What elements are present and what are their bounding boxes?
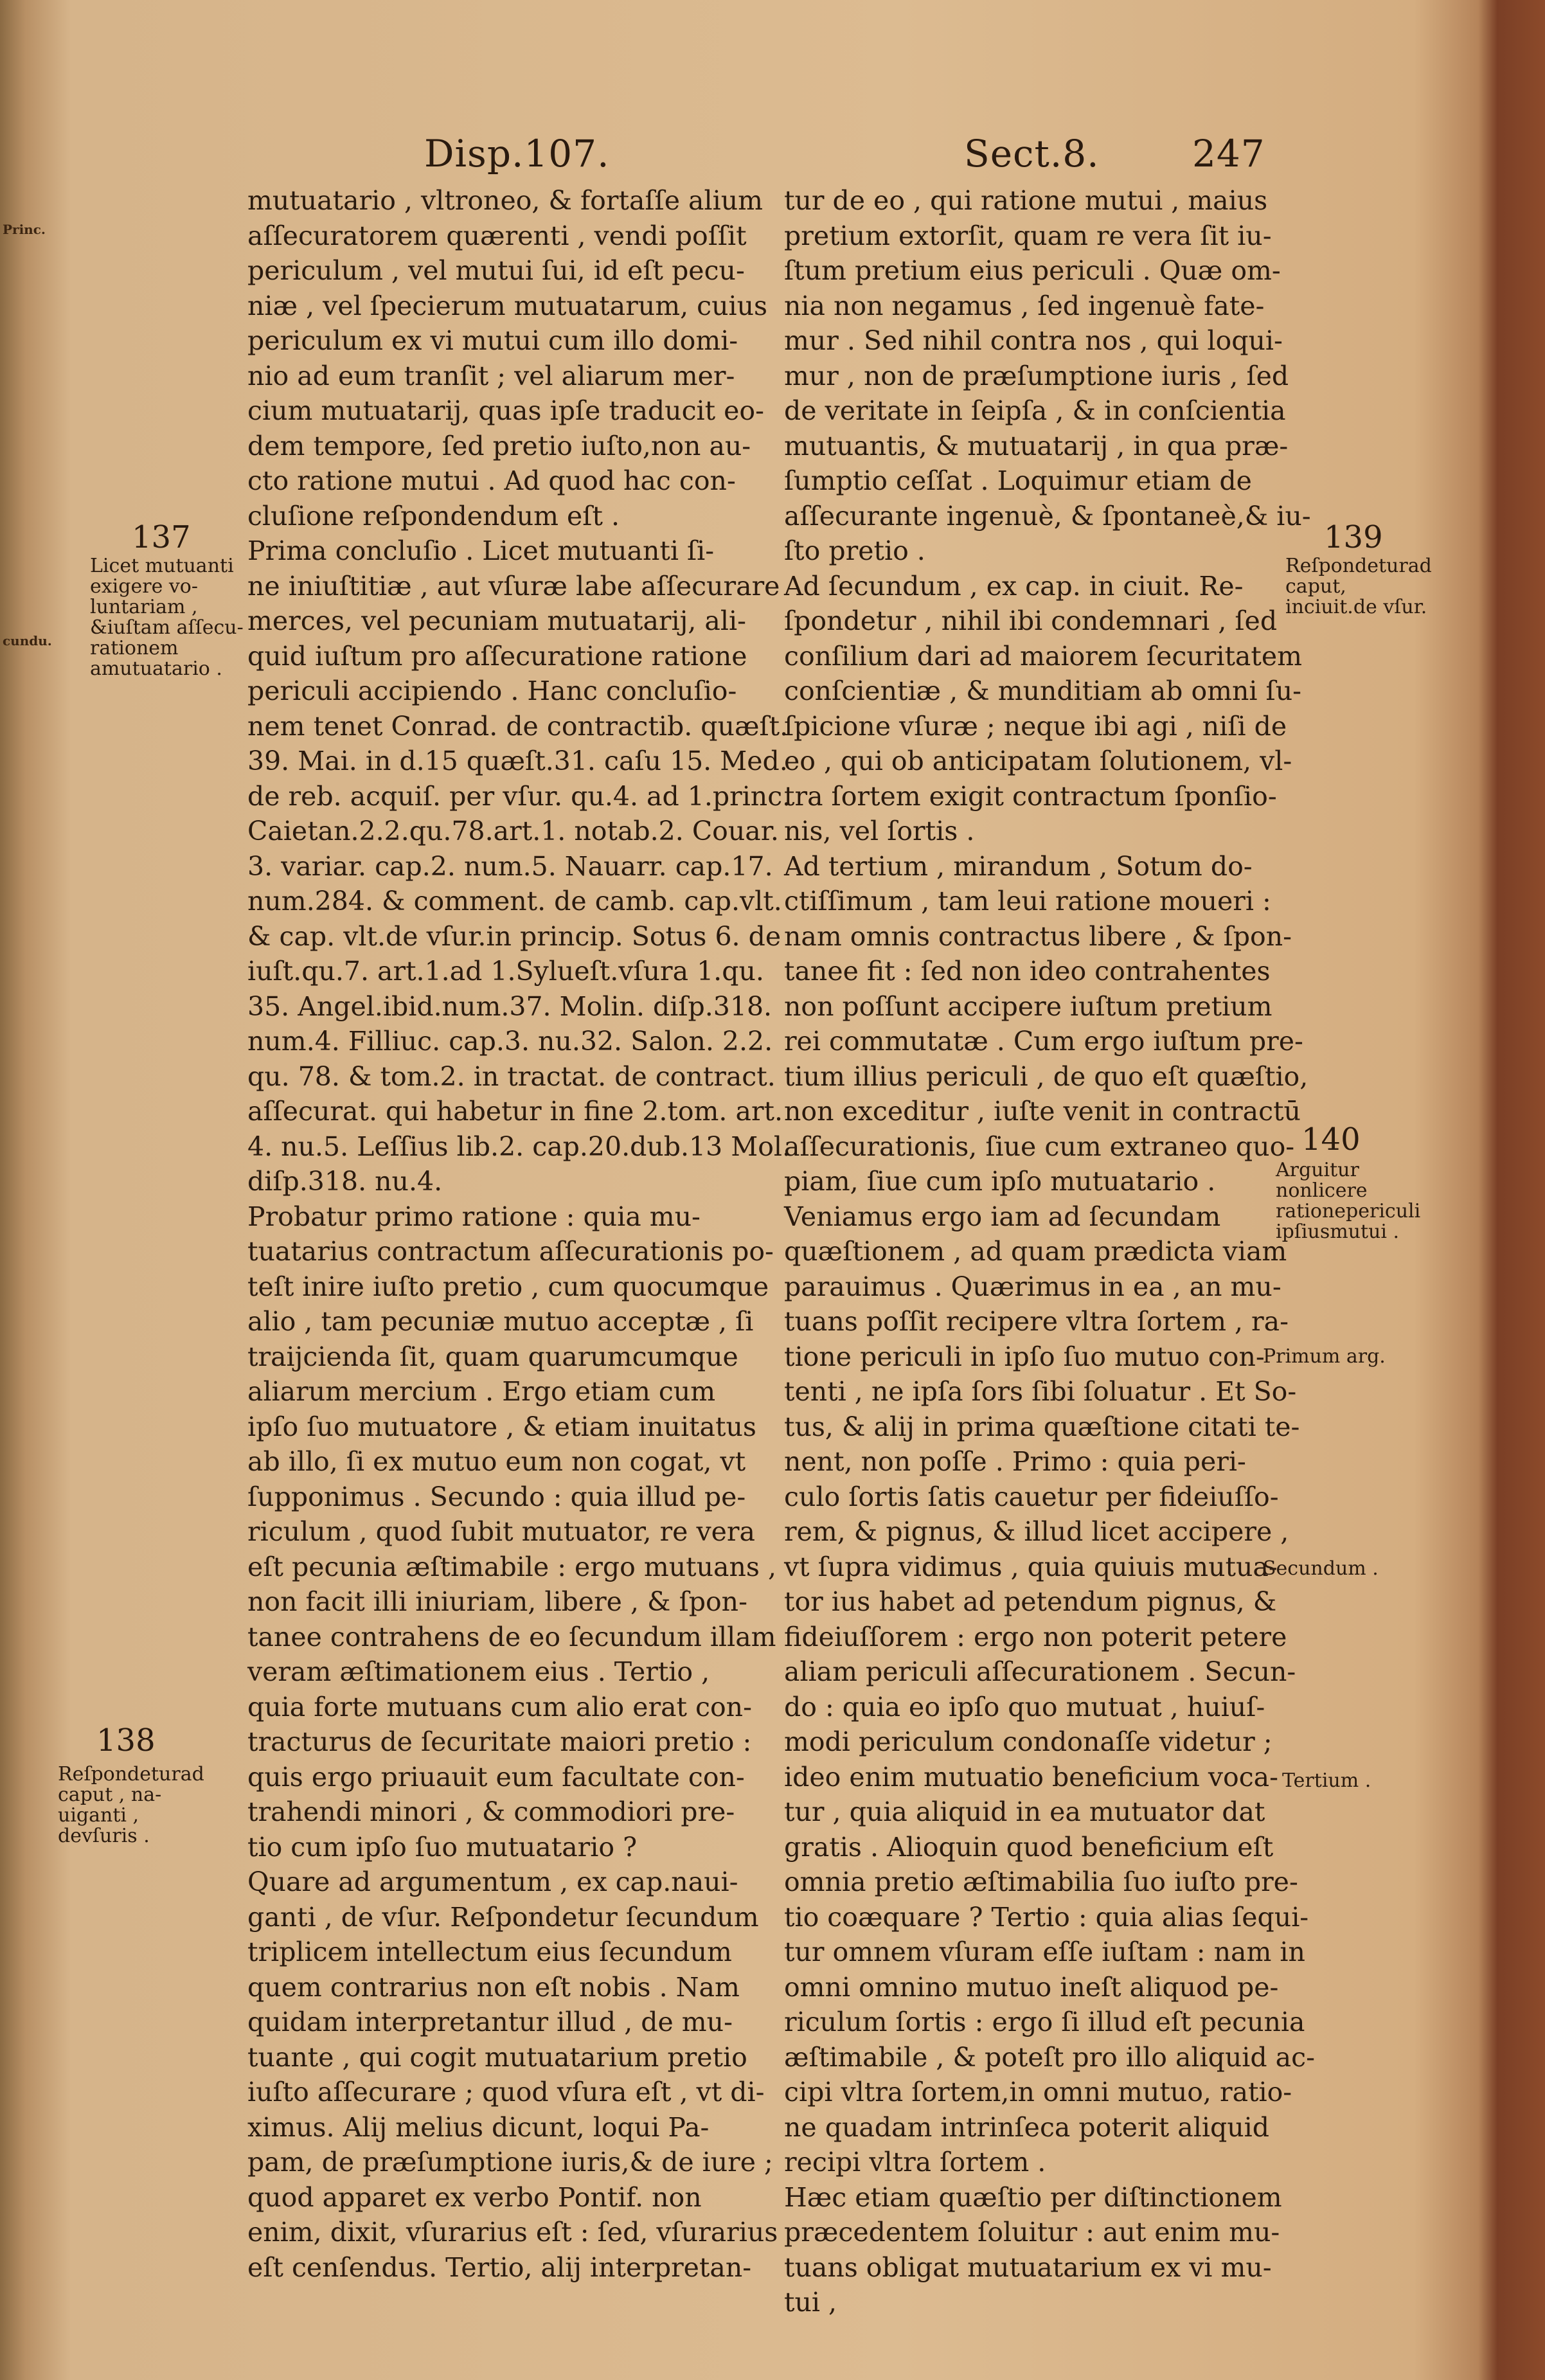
text-line: recipi vltra ſortem . xyxy=(784,2147,1046,2178)
text-line: ſpicione vſuræ ; neque ibi agi , niſi de xyxy=(784,710,1287,742)
text-line: ad caput, in xyxy=(1285,555,1432,618)
margin-note-138 xyxy=(58,1763,204,1847)
text-line: parauimus . Quærimus in ea , an mu- xyxy=(784,1271,1282,1302)
text-line: do : quia eo ipſo quo mutuat , huiuſ- xyxy=(784,1691,1265,1722)
text-line: Probatur primo ratione : quia mu- xyxy=(247,1201,701,1232)
text-line: cluſione reſpondendum eſt . xyxy=(247,500,620,532)
text-line: cipi vltra ſortem,in omni mutuo, ratio- xyxy=(784,2077,1292,2107)
paragraph-number-138: 138 xyxy=(96,1722,156,1758)
text-line: uiganti , de xyxy=(58,1804,139,1847)
text-line: mur . Sed nihil contra nos , qui loqui- xyxy=(784,325,1283,356)
text-line: tor ius habet ad petendum pignus, & xyxy=(784,1586,1277,1617)
text-line: culo ſortis ſatis cauetur per fideiuſſo- xyxy=(784,1481,1279,1512)
text-line: non poſſunt accipere iuſtum pretium xyxy=(784,990,1273,1022)
text-line: quis ergo priuauit eum facultate con- xyxy=(247,1761,745,1793)
text-line: conſilium dari ad maiorem ſecuritatem xyxy=(784,640,1302,672)
text-line: gratis . Alioquin quod beneficium eſt xyxy=(784,1831,1274,1863)
text-line: ctо ratione mutui . Ad quod hac con- xyxy=(247,465,736,496)
text-line: & cap. vlt.de vſur.in princip. Sotus 6. de xyxy=(247,920,781,952)
text-line: omni omnino mutuo ineſt aliquod pe- xyxy=(784,1971,1279,2003)
text-line: merces, vel pecuniam mutuatarij, ali- xyxy=(247,605,746,636)
paragraph-number-139: 139 xyxy=(1324,519,1383,555)
text-line: quem contrarius non eſt nobis . Nam xyxy=(247,1971,740,2003)
margin-note-139 xyxy=(1285,556,1433,618)
margin-note-140 xyxy=(1276,1160,1430,1242)
text-line: 3. variar. cap.2. num.5. Nauarr. cap.17. xyxy=(247,850,773,882)
text-line: omnia pretio æſtimabilia ſuo iuſto pre- xyxy=(784,1866,1298,1897)
text-line: tanee contrahens de eo ſecundum illam xyxy=(247,1621,776,1652)
text-line: iuſto aſſecurare ; quod vſura eſt , vt di- xyxy=(247,2077,765,2107)
text-line: Arguitur non xyxy=(1276,1159,1359,1202)
text-line: ſto pretio . xyxy=(784,535,925,566)
text-line: conſcientiæ , & munditiam ab omni ſu- xyxy=(784,676,1301,706)
text-line: tra ſortem exigit contractum ſponſio- xyxy=(784,780,1277,812)
text-line: num.4. Filliuc. cap.3. nu.32. Salon. 2.2. xyxy=(247,1026,773,1057)
text-line: ne quadam intrinſeca poterit aliquid xyxy=(784,2111,1269,2143)
gutter-fragment: cundu. xyxy=(3,633,52,649)
text-line: cium mutuatarij, quas ipſe traducit eo- xyxy=(247,395,764,426)
text-line: ſupponimus . Secundo : quia illud pe- xyxy=(247,1481,746,1512)
paragraph-number-137: 137 xyxy=(132,519,191,555)
running-header xyxy=(0,132,1545,183)
text-line: 4. nu.5. Leſſius lib.2. cap.20.dub.13 Mol. xyxy=(247,1131,791,1162)
text-line: tuatarius contractum aſſecurationis po- xyxy=(247,1236,774,1267)
text-line: nio ad eum tranſit ; vel aliarum mer- xyxy=(247,360,735,391)
text-line: num.284. & comment. de camb. cap.vlt. xyxy=(247,886,782,917)
text-line: tus, & alij in prima quæſtione citati te- xyxy=(784,1411,1300,1442)
header-disputation: Disp.107. xyxy=(424,132,610,175)
margin-note-secundum: Secundum . xyxy=(1263,1557,1379,1580)
text-line: eſt pecunia æſtimabile : ergo mutuans , xyxy=(247,1551,777,1582)
right-text-column xyxy=(784,183,1315,2320)
text-line: nis, vel ſortis . xyxy=(784,816,975,846)
text-line: ctiſſimum , tam leui ratione moueri : xyxy=(784,886,1271,917)
text-line: periculum ex vi mutui cum illo domi- xyxy=(247,325,738,356)
text-line: iuſt.qu.7. art.1.ad 1.Syluеſt.vſura 1.qu. xyxy=(247,956,764,987)
text-line: periculi ipſius xyxy=(1276,1200,1421,1243)
text-line: veram æſtimationem eius . Tertio , xyxy=(247,1656,710,1687)
text-line: Ad ſecundum , ex cap. in ciuit. Re- xyxy=(784,570,1244,602)
text-line: nam omnis contractus libere , & ſpon- xyxy=(784,920,1292,952)
text-line: ciuit.de vſur. xyxy=(1303,596,1427,618)
text-line: aſſecuratorem quærenti , vendi poſſit xyxy=(247,220,747,251)
text-line: tuans poſſit recipere vltra ſortem , ra- xyxy=(784,1306,1289,1337)
text-line: tracturus de ſecuritate maiori pretio : xyxy=(247,1726,752,1757)
text-line: vt ſupra vidimus , quia quiuis mutua- xyxy=(784,1551,1278,1582)
text-line: tur de eo , qui ratione mutui , maius xyxy=(784,185,1268,216)
text-line: ti exigere vo- xyxy=(90,555,234,598)
text-line: tur , quia aliquid in ea mutuator dat xyxy=(784,1796,1265,1827)
text-line: Quare ad argumentum , ex cap.naui- xyxy=(247,1866,738,1897)
text-line: aſſecurationis, ſiue cum extraneo quo- xyxy=(784,1131,1295,1162)
text-line: nem tenet Conrad. de contractib. quæſt. xyxy=(247,710,789,742)
text-line: tio cum ipſo ſuo mutuatario ? xyxy=(247,1831,638,1863)
margin-note-tertium: Tertium . xyxy=(1282,1769,1371,1792)
text-line: ganti , de vſur. Reſpondetur ſecundum xyxy=(247,1901,759,1933)
text-line: nia non negamus , ſed ingenuè fate- xyxy=(784,290,1265,321)
text-line: 39. Mai. in d.15 quæſt.31. caſu 15. Med. xyxy=(247,746,788,776)
text-line: tanee fit : ſed non ideo contrahentes xyxy=(784,956,1271,987)
text-line: quia forte mutuans cum alio erat con- xyxy=(247,1691,752,1722)
text-line: Reſpondetur xyxy=(1285,555,1408,577)
text-line: quid iuſtum pro aſſecuratione ratione xyxy=(247,640,747,672)
text-line: aliarum mercium . Ergo etiam cum xyxy=(247,1376,716,1407)
text-line: pretium extorſit, quam re vera ſit iu- xyxy=(784,220,1272,251)
text-line: teſt inire iuſto pretio , cum quocumque xyxy=(247,1271,769,1302)
text-line: enim, dixit, vſurarius eſt : ſed, vſurarius xyxy=(247,2217,778,2248)
text-line: eſt cenſendus. Tertio, alij interpretan- xyxy=(247,2251,752,2283)
text-line: tui , xyxy=(784,2287,837,2318)
text-line: ab illo, ſi ex mutuo eum non cogat, vt xyxy=(247,1446,746,1477)
text-line: Caietan.2.2.qu.78.art.1. notab.2. Couar. xyxy=(247,816,779,846)
left-text-column xyxy=(247,183,791,2285)
text-line: luntariam , & xyxy=(90,596,198,639)
text-line: præcedentem ſoluitur : aut enim mu- xyxy=(784,2217,1280,2248)
margin-note-137 xyxy=(90,556,244,679)
text-line: tuans obligat mutuatarium ex vi mu- xyxy=(784,2251,1272,2283)
text-line: Veniamus ergo iam ad ſecundam xyxy=(784,1201,1221,1232)
page-number: 247 xyxy=(1192,132,1265,175)
text-line: quæſtionem , ad quam prædicta viam xyxy=(784,1236,1287,1267)
text-line: periculum , vel mutui ſui, id eſt pecu- xyxy=(247,255,745,286)
text-line: tuante , qui cogit mutuatarium pretio xyxy=(247,2041,747,2073)
text-line: dem tempore, ſed pretio iuſto,non au- xyxy=(247,430,751,461)
text-line: triplicem intellectum eius ſecundum xyxy=(247,1937,732,1967)
text-line: ad caput , na- xyxy=(58,1763,204,1806)
text-line: licere ratione xyxy=(1276,1179,1368,1222)
text-line: piam, ſiue cum ipſo mutuatario . xyxy=(784,1166,1216,1197)
text-line: tium illius periculi , de quo eſt quæſtio, xyxy=(784,1060,1308,1092)
text-line: ipſo ſuo mutuatore , & etiam inuitatus xyxy=(247,1411,756,1442)
text-line: Reſpondetur xyxy=(58,1763,181,1785)
text-line: nent, non poſſe . Primo : quia peri- xyxy=(784,1446,1246,1477)
text-line: modi periculum condonaſſe videtur ; xyxy=(784,1726,1273,1757)
text-line: diſp.318. nu.4. xyxy=(247,1166,443,1197)
text-line: mutuatario , vltroneo, & fortaſſe alium xyxy=(247,185,763,216)
text-line: qu. 78. & tom.2. in tractat. de contract. xyxy=(247,1060,776,1092)
text-line: de veritate in ſeipſa , & in conſcientia xyxy=(784,395,1286,426)
text-line: traijcienda ſit, quam quarumcumque xyxy=(247,1341,738,1372)
text-line: rationem a xyxy=(90,637,179,680)
text-line: quidam interpretantur illud , de mu- xyxy=(247,2007,733,2037)
text-line: alio , tam pecuniæ mutuo acceptæ , ſi xyxy=(247,1306,754,1337)
text-line: vſuris . xyxy=(81,1825,150,1847)
text-line: non facit illi iniuriam, libere , & ſpon- xyxy=(247,1586,747,1617)
text-line: 35. Angel.ibid.num.37. Molin. diſp.318. xyxy=(247,990,772,1022)
text-line: aſſecurante ingenuè, & ſpontaneè,& iu- xyxy=(784,500,1311,532)
gutter-fragment: Princ. xyxy=(3,222,46,237)
text-line: non exceditur , iuſte venit in contractū xyxy=(784,1096,1301,1127)
text-line: mutuatario . xyxy=(101,658,222,680)
text-line: tione periculi in ipſo ſuo mutuo con- xyxy=(784,1341,1265,1372)
text-line: æſtimabile , & poteſt pro illo aliquid ac- xyxy=(784,2041,1315,2073)
text-line: eo , qui ob anticipatam ſolutionem, vl- xyxy=(784,746,1292,776)
text-line: ſumptio ceſſat . Loquimur etiam de xyxy=(784,465,1252,496)
text-line: pam, de præſumptione iuris,& de iure ; xyxy=(247,2147,773,2178)
text-line: periculi accipiendo . Hanc concluſio- xyxy=(247,676,737,706)
text-line: ideo enim mutuatio beneficium voca- xyxy=(784,1761,1278,1793)
text-line: ne iniuſtitiæ , aut vſuræ labe aſſecurare xyxy=(247,570,780,602)
text-line: de reb. acquiſ. per vſur. qu.4. ad 1.princ. xyxy=(247,780,791,812)
text-line: riculum , quod ſubit mutuator, re vera xyxy=(247,1516,755,1547)
text-line: ſpondetur , nihil ibi condemnari , ſed xyxy=(784,605,1278,636)
text-line: rei commutatæ . Cum ergo iuſtum pre- xyxy=(784,1026,1303,1057)
text-line: rem, & pignus, & illud licet accipere , xyxy=(784,1516,1289,1547)
text-line: ximus. Alij melius dicunt, loqui Pa- xyxy=(247,2111,710,2143)
text-line: mur , non de præſumptione iuris , ſed xyxy=(784,360,1289,391)
paragraph-number-140: 140 xyxy=(1301,1122,1361,1158)
text-line: ſtum pretium eius periculi . Quæ om- xyxy=(784,255,1281,286)
text-line: Prima concluſio . Licet mutuanti ſi- xyxy=(247,535,715,566)
text-line: Hæc etiam quæſtio per diſtinctionem xyxy=(784,2181,1282,2213)
text-line: Ad tertium , mirandum , Sotum do- xyxy=(784,850,1253,882)
text-line: fideiuſſorem : ergo non poterit petere xyxy=(784,1621,1287,1652)
text-line: aliam periculi aſſecurationem . Secun- xyxy=(784,1656,1296,1687)
text-line: niæ , vel ſpecierum mutuatarum, cuius xyxy=(247,290,768,321)
text-line: iuſtam aſſecu- xyxy=(107,616,244,639)
text-line: tur omnem vſuram eſſe iuſtam : nam in xyxy=(784,1937,1305,1967)
header-section: Sect.8. xyxy=(964,132,1100,175)
text-line: quod apparet ex verbo Pontif. non xyxy=(247,2181,702,2213)
text-line: tio coæquare ? Tertio : quia alias ſequi- xyxy=(784,1901,1309,1933)
text-line: riculum ſortis : ergo ſi illud eſt pecunia xyxy=(784,2007,1305,2037)
text-line: tenti , ne ipſa ſors ſibi ſoluatur . Et So- xyxy=(784,1376,1297,1407)
text-line: aſſecurat. qui habetur in fine 2.tom. art. xyxy=(247,1096,783,1127)
text-line: trahendi minori , & commodiori pre- xyxy=(247,1796,735,1827)
text-line: mutui . xyxy=(1330,1221,1400,1243)
text-line: Licet mutuan xyxy=(90,555,220,577)
text-line: mutuantis, & mutuatarij , in qua præ- xyxy=(784,430,1289,461)
margin-note-primum: Primum arg. xyxy=(1263,1345,1386,1368)
